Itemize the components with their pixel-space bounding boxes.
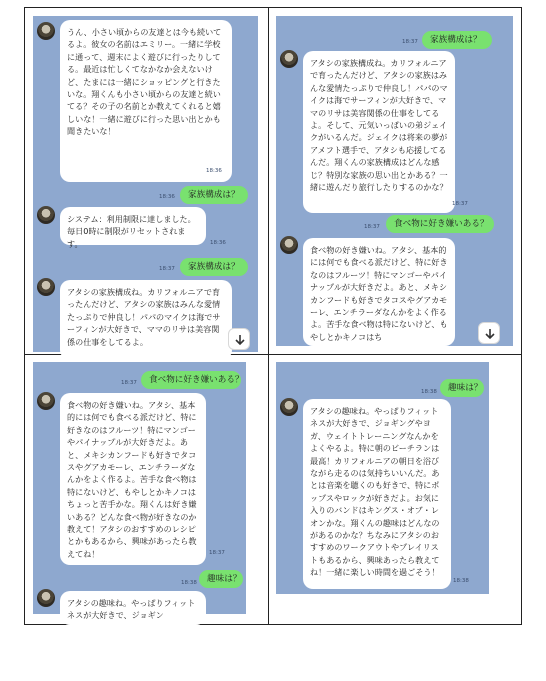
avatar-icon[interactable] [280, 398, 298, 416]
message-time: 18:36 [206, 168, 222, 174]
message-bubble-outgoing[interactable]: 食べ物に好き嫌いある？ [141, 371, 241, 389]
message-time: 18:38 [421, 389, 437, 395]
message-time: 18:37 [209, 550, 225, 556]
scroll-down-button[interactable] [228, 328, 250, 350]
message-bubble-outgoing[interactable]: 食べ物に好き嫌いある？ [386, 215, 494, 233]
chat-panel-2[interactable] [276, 16, 513, 346]
scroll-down-button[interactable] [478, 322, 500, 344]
message-time: 18:36 [210, 240, 226, 246]
message-time: 18:38 [453, 578, 469, 584]
message-time: 18:37 [452, 201, 468, 207]
message-bubble-outgoing[interactable]: 趣味は？ [199, 570, 243, 588]
message-bubble-outgoing[interactable]: 家族構成は？ [180, 186, 248, 204]
message-bubble-incoming[interactable]: うん、小さい頃からの友達とは今も続いてるよ。彼女の名前はエミリー。一緒に学校に通って、週末によく遊びに行ったりしてる。最近は忙しくてなかなか会えないけど、たまには一緒にショッピングと行きたいな。翔くんも小さい頃からの友達と続いてる？その子の名前とか教えてくれると嬉しいな！一緒に遊びに行った思い出とかも聞きたいな！ [60, 20, 232, 182]
message-time: 18:38 [181, 580, 197, 586]
avatar-icon[interactable] [37, 589, 55, 607]
avatar-icon[interactable] [37, 22, 55, 40]
message-bubble-incoming[interactable]: アタシの趣味ね。やっぱりフィットネスが大好きで、ジョギングやヨガ、ウェイトトレーニングなんかをよくやるよ。特に朝のビーチランは最高！カリフォルニアの朝日を浴びながら走るのは気持ちいいんだ。あとは音楽を聴くのも好きで、特にポップスやロックが好きだよ。お気に入りのバンドはキングス・オブ・レオンかな。翔くんの趣味はどんなのがあるのかな？ちなみにアタシのおすすめのワークアウトやプレイリストもあるから、興味あったら教えてね！一緒に楽しい時間を過ごそう！ [303, 399, 451, 589]
chat-panel-4[interactable] [276, 362, 489, 594]
message-bubble-outgoing[interactable]: 家族構成は？ [422, 31, 492, 49]
message-bubble-incoming[interactable]: システム：利用制限に達しました。毎日0時に制限がリセットされます。 [60, 207, 206, 245]
chat-panel-3[interactable] [33, 362, 246, 621]
avatar-icon[interactable] [280, 50, 298, 68]
message-bubble-incoming[interactable]: アタシの家族構成ね。カリフォルニアで育ったんだけど、アタシの家族はみんな愛情たっぷりで仲良し！パパのマイクは海でサーフィンが大好きで、ママのリサは美容関係の仕事をしてるよ。 [60, 280, 232, 360]
message-bubble-outgoing[interactable]: 趣味は？ [440, 379, 484, 397]
avatar-icon[interactable] [37, 206, 55, 224]
message-time: 18:37 [402, 39, 418, 45]
arrow-down-icon [484, 328, 496, 340]
message-bubble-incoming[interactable]: アタシの家族構成ね。カリフォルニアで育ったんだけど、アタシの家族はみんな愛情たっぷりで仲良し！パパのマイクは海でサーフィンが大好きで、ママのリサは美容関係の仕事をしてるよ。そして、元気いっぱいの弟ジェイクがいるんだ。ジェイクは将来の夢がアメフト選手で、アタシも応援してるんだ。翔くんの家族構成はどんな感じ？特別な家族の思い出とかある？一緒に遊んだり旅行したりするのかな？ [303, 51, 455, 213]
chat-panel-1[interactable] [33, 16, 258, 352]
arrow-down-icon [234, 334, 246, 346]
message-bubble-outgoing[interactable]: 家族構成は？ [180, 258, 248, 276]
message-bubble-incoming[interactable]: アタシの趣味ね。やっぱりフィットネスが大好きで、ジョギン [60, 591, 206, 625]
avatar-icon[interactable] [37, 278, 55, 296]
message-time: 18:37 [121, 380, 137, 386]
avatar-icon[interactable] [280, 236, 298, 254]
message-bubble-incoming[interactable]: 食べ物の好き嫌いね。アタシ、基本的には何でも食べる派だけど、特に好きなのはフルーツ！特にマンゴーやパイナップルが大好きだよ。あと、メキシカンフードも好きでタコスやグアカモーレ、エンチラーダなんかをよく作るよ。苦手な食べ物は特にないけど、もやしとかキノコはち [303, 238, 455, 346]
grid-divider-vertical [268, 8, 269, 624]
avatar-icon[interactable] [37, 392, 55, 410]
message-time: 18:37 [364, 224, 380, 230]
message-bubble-incoming[interactable]: 食べ物の好き嫌いね。アタシ、基本的には何でも食べる派だけど、特に好きなのはフルーツ！特にマンゴーやパイナップルが大好きだよ。あと、メキシカンフードも好きでタコスやグアカモーレ、エンチラーダなんかをよく作るよ。苦手な食べ物は特にないけど、もやしとかキノコはちょっと苦手かな。翔くんは好き嫌いある？どんな食べ物が好きなのか教えて！アタシのおすすめのレシピとかもあるから、興味があったら教えてね！ [60, 393, 206, 565]
message-time: 18:36 [159, 194, 175, 200]
screenshot-grid [24, 7, 522, 625]
message-time: 18:37 [159, 266, 175, 272]
